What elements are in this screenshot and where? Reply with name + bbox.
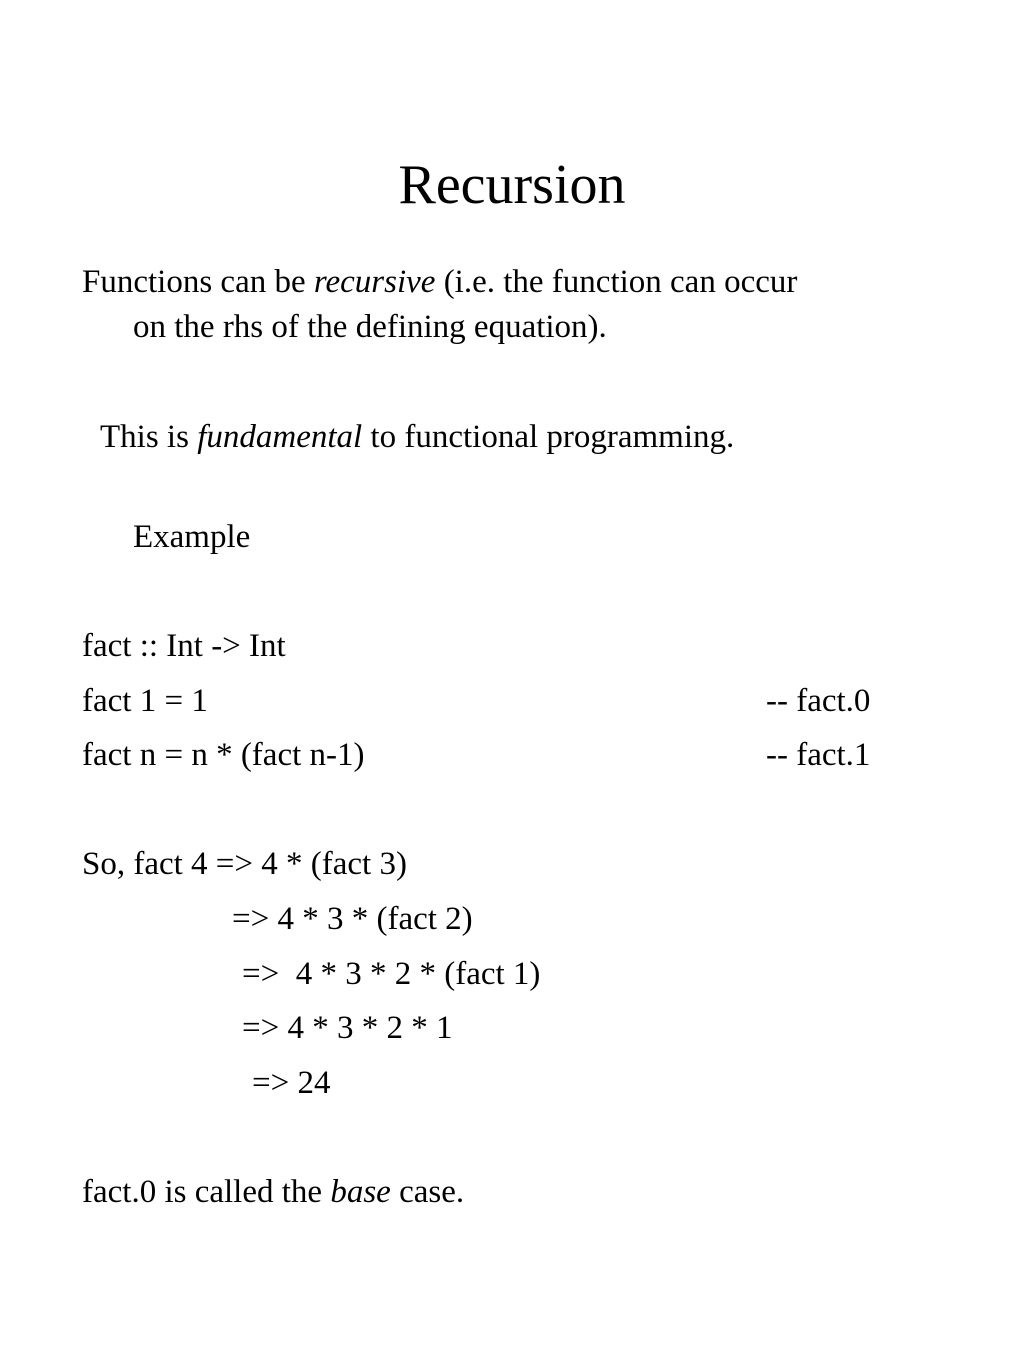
fundamental-text-before: This is [100,419,198,455]
code-recursive-comment: -- fact.1 [766,737,871,773]
intro-line-2: on the rhs of the defining equation). [133,309,607,345]
intro-line-1 [82,261,797,303]
slide-title: Recursion [398,154,626,216]
intro-text-before: Functions can be [82,264,314,300]
conclusion-emphasis: base [330,1174,391,1210]
evaluation-step-5: => 24 [252,1065,331,1101]
intro-text-after: (i.e. the function can occur [435,264,798,300]
intro-emphasis: recursive [313,264,436,300]
code-recursive-equation: fact n = n * (fact n-1) [82,737,365,773]
conclusion-text-after: case. [390,1174,465,1210]
code-base-equation: fact 1 = 1 [82,683,208,719]
code-signature: fact :: Int -> Int [82,628,286,664]
evaluation-step-4: => 4 * 3 * 2 * 1 [242,1010,453,1046]
code-base-comment: -- fact.0 [766,683,871,719]
fundamental-line [100,416,734,458]
evaluation-step-1: So, fact 4 => 4 * (fact 3) [82,846,407,882]
evaluation-step-3: => 4 * 3 * 2 * (fact 1) [242,956,541,992]
evaluation-step-2: => 4 * 3 * (fact 2) [232,901,473,937]
conclusion-text-before: fact.0 is called the [82,1174,331,1210]
fundamental-text-after: to functional programming. [362,419,735,455]
fundamental-emphasis: fundamental [197,419,363,455]
example-label: Example [133,519,251,555]
conclusion-line [82,1171,464,1213]
